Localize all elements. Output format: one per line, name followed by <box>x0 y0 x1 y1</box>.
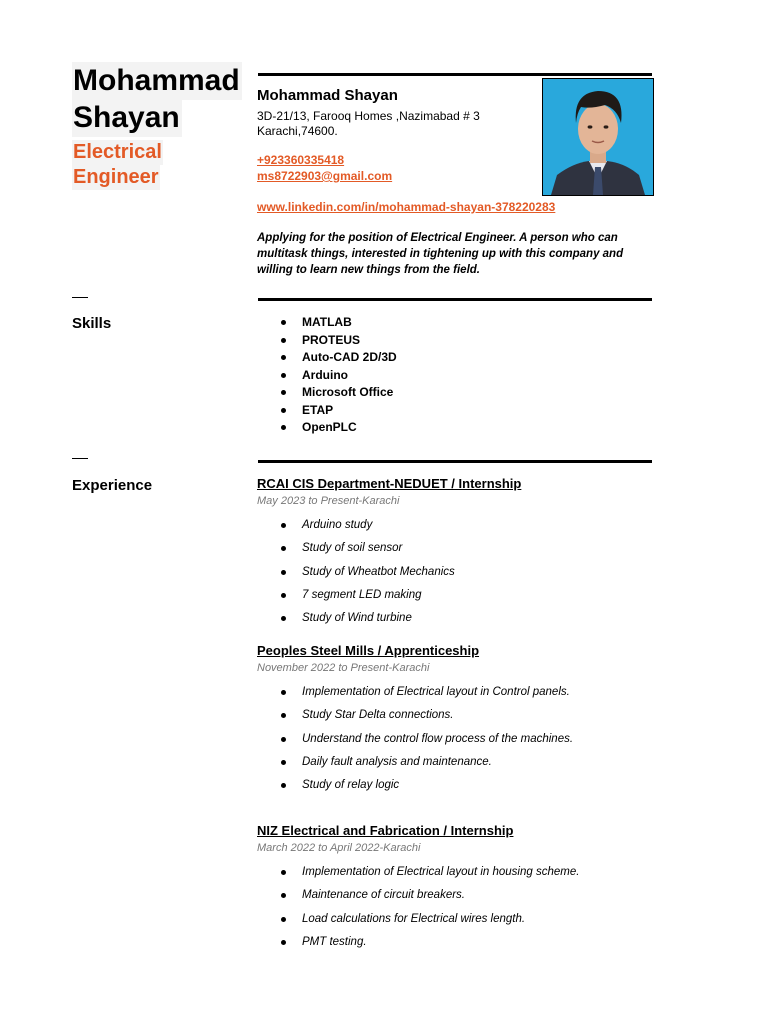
address <box>257 109 527 139</box>
skills-rule <box>258 298 652 301</box>
list-item: Implementation of Electrical layout in housing scheme. <box>262 861 579 884</box>
job-heading: NIZ Electrical and Fabrication / Internship <box>257 823 514 838</box>
job-title-line1: Electrical <box>73 141 162 163</box>
list-item: Auto-CAD 2D/3D <box>262 349 397 367</box>
email-link[interactable]: ms8722903@gmail.com <box>257 169 393 183</box>
job-date: March 2022 to April 2022-Karachi <box>257 842 421 854</box>
skills-list <box>262 314 397 437</box>
list-item: Microsoft Office <box>262 384 397 402</box>
phone-link[interactable]: +923360335418 <box>257 153 345 167</box>
header-rule <box>258 73 652 76</box>
address-line2: Karachi,74600. <box>257 124 338 138</box>
list-item: Study of Wheatbot Mechanics <box>262 561 455 584</box>
list-item: Study of Wind turbine <box>262 607 455 630</box>
profile-photo <box>542 78 654 196</box>
list-item: MATLAB <box>262 314 397 332</box>
name-last: Shayan <box>72 99 182 137</box>
list-item: Study Star Delta connections. <box>262 704 573 727</box>
list-item: PROTEUS <box>262 332 397 350</box>
list-item: Understand the control flow process of the machines. <box>262 728 573 751</box>
list-item: Arduino <box>262 367 397 385</box>
skills-heading: Skills <box>72 315 112 332</box>
job-title-line2: Engineer <box>73 166 159 188</box>
address-line1: 3D-21/13, Farooq Homes ,Nazimabad # 3 <box>257 109 480 123</box>
job-date: May 2023 to Present-Karachi <box>257 495 400 507</box>
job-heading: RCAI CIS Department-NEDUET / Internship <box>257 476 522 491</box>
skills-divider <box>72 297 88 298</box>
portrait-illustration <box>543 79 653 195</box>
list-item: 7 segment LED making <box>262 584 455 607</box>
contact-name: Mohammad Shayan <box>257 87 398 104</box>
list-item: Study of soil sensor <box>262 537 455 560</box>
name-first: Mohammad <box>72 62 242 100</box>
job-duties <box>262 681 573 797</box>
list-item: Daily fault analysis and maintenance. <box>262 751 573 774</box>
linkedin-link[interactable]: www.linkedin.com/in/mohammad-shayan-378220283 <box>257 200 556 214</box>
job-duties <box>262 861 579 954</box>
job-heading: Peoples Steel Mills / Apprenticeship <box>257 643 480 658</box>
job-duties <box>262 514 455 630</box>
experience-rule <box>258 460 652 463</box>
list-item: Arduino study <box>262 514 455 537</box>
list-item: PMT testing. <box>262 931 579 954</box>
list-item: ETAP <box>262 402 397 420</box>
experience-heading: Experience <box>72 477 153 494</box>
list-item: Study of relay logic <box>262 774 573 797</box>
list-item: OpenPLC <box>262 419 397 437</box>
objective-statement: Applying for the position of Electrical Engineer. A person who can multitask things, interested in tightening up with this company and willing to learn new things from the field. <box>257 232 624 276</box>
list-item: Implementation of Electrical layout in Control panels. <box>262 681 573 704</box>
list-item: Maintenance of circuit breakers. <box>262 884 579 907</box>
list-item: Load calculations for Electrical wires length. <box>262 908 579 931</box>
experience-divider <box>72 458 88 459</box>
job-date: November 2022 to Present-Karachi <box>257 662 430 674</box>
